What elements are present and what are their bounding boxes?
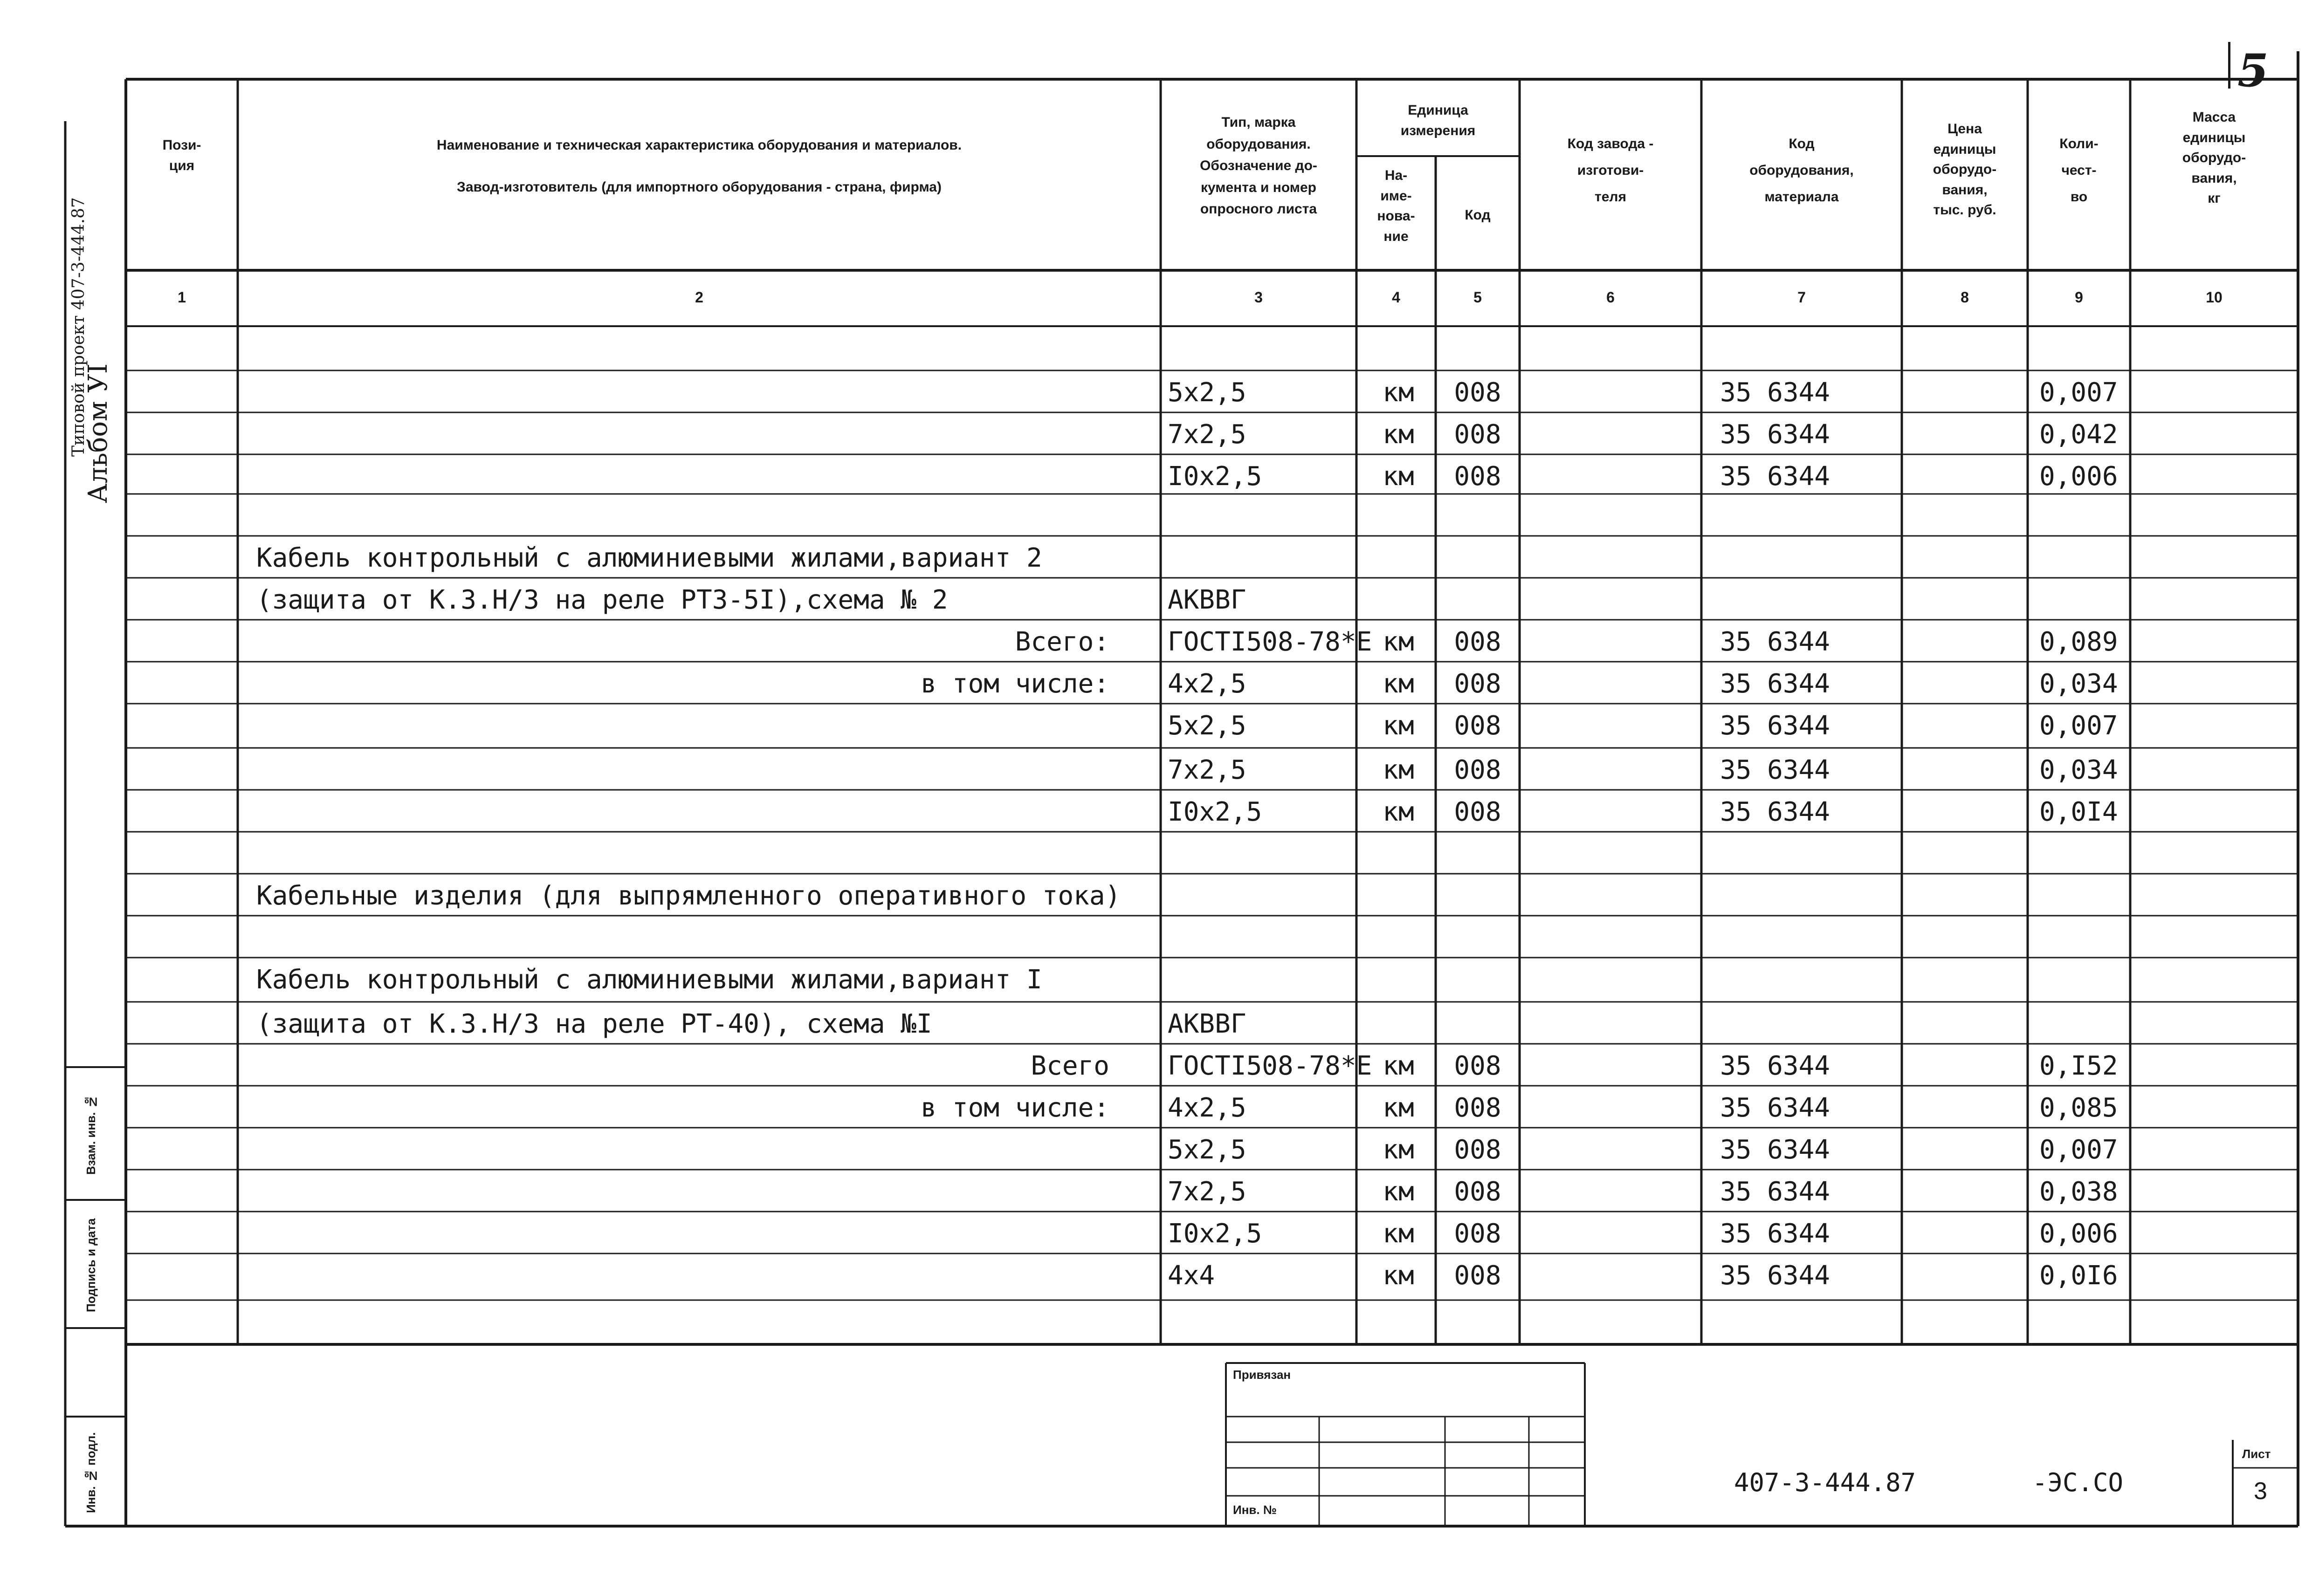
row-quantity: 0,034 bbox=[2039, 669, 2118, 699]
row-quantity: 0,0I6 bbox=[2039, 1260, 2118, 1291]
header-quantity: Коли- чест- во bbox=[2059, 136, 2099, 205]
row-type: 5x2,5 bbox=[1168, 377, 1246, 408]
row-equipment-code: 35 6344 bbox=[1720, 1093, 1830, 1123]
row-unit-code: 008 bbox=[1454, 1093, 1501, 1123]
sheet-number: 5 bbox=[2237, 44, 2269, 97]
row-equipment-code: 35 6344 bbox=[1720, 1260, 1830, 1291]
row-equipment-code: 35 6344 bbox=[1720, 627, 1830, 657]
title-privyazan: Привязан bbox=[1233, 1368, 1291, 1382]
header-price: Цена единицы оборудо- вания, тыс. руб. bbox=[1933, 121, 1997, 218]
row-unit: км bbox=[1383, 1051, 1414, 1081]
col-number-7: 7 bbox=[1797, 289, 1806, 306]
title-inv-no: Инв. № bbox=[1233, 1503, 1277, 1517]
sheet-label: Лист bbox=[2242, 1447, 2271, 1461]
row-quantity: 0,007 bbox=[2039, 1135, 2118, 1165]
row-unit: км bbox=[1383, 755, 1414, 785]
row-unit: км bbox=[1383, 627, 1414, 657]
row-type: I0x2,5 bbox=[1168, 461, 1262, 492]
row-name: Всего bbox=[1031, 1051, 1109, 1081]
row-quantity: 0,006 bbox=[2039, 461, 2118, 492]
row-type: 5x2,5 bbox=[1168, 711, 1246, 741]
header-equipment-code: Код оборудования, материала bbox=[1749, 136, 1854, 205]
row-unit-code: 008 bbox=[1454, 711, 1501, 741]
doc-code: 407-3-444.87 bbox=[1734, 1468, 1916, 1497]
row-unit-code: 008 bbox=[1454, 669, 1501, 699]
col-number-2: 2 bbox=[695, 289, 703, 306]
header-position: Пози- ция bbox=[162, 137, 201, 173]
sheet-value: 3 bbox=[2254, 1478, 2267, 1505]
row-name: Кабельные изделия (для выпрямленного оперативного тока) bbox=[256, 881, 1121, 911]
row-name: Кабель контрольный с алюминиевыми жилами,вариант 2 bbox=[256, 543, 1042, 573]
header-unit-name: На- име- нова- ние bbox=[1377, 168, 1415, 244]
row-quantity: 0,038 bbox=[2039, 1177, 2118, 1207]
project-label: Типовой проект 407-3-444.87 bbox=[69, 197, 88, 457]
row-type: 5x2,5 bbox=[1168, 1135, 1246, 1165]
row-equipment-code: 35 6344 bbox=[1720, 377, 1830, 408]
col-number-10: 10 bbox=[2206, 289, 2223, 306]
row-unit: км bbox=[1383, 1093, 1414, 1123]
row-type: I0x2,5 bbox=[1168, 1219, 1262, 1249]
col-number-4: 4 bbox=[1392, 289, 1400, 306]
row-unit-code: 008 bbox=[1454, 1177, 1501, 1207]
row-name: в том числе: bbox=[921, 669, 1109, 699]
row-unit: км bbox=[1383, 1260, 1414, 1291]
header-mass: Масса единицы оборудо- вания, кг bbox=[2182, 110, 2246, 206]
row-quantity: 0,007 bbox=[2039, 377, 2118, 408]
row-unit: км bbox=[1383, 1135, 1414, 1165]
row-equipment-code: 35 6344 bbox=[1720, 461, 1830, 492]
row-quantity: 0,I52 bbox=[2039, 1051, 2118, 1081]
row-type: ГОСТI508-78*Е bbox=[1168, 1051, 1372, 1081]
row-quantity: 0,0I4 bbox=[2039, 797, 2118, 827]
row-unit-code: 008 bbox=[1454, 1051, 1501, 1081]
row-unit: км bbox=[1383, 1219, 1414, 1249]
col-number-3: 3 bbox=[1254, 289, 1263, 306]
row-equipment-code: 35 6344 bbox=[1720, 711, 1830, 741]
header-plant-code: Код завода - изготови- теля bbox=[1567, 136, 1654, 205]
row-name: (защита от К.З.Н/З на реле РТ-40), схема №I bbox=[256, 1009, 932, 1039]
header-name-line1: Наименование и техническая характеристика оборудования и материалов. bbox=[436, 137, 962, 153]
header-name-line2: Завод-изготовитель (для импортного оборудования - страна, фирма) bbox=[457, 179, 942, 195]
row-unit: км bbox=[1383, 797, 1414, 827]
stamp-field-inv: Инв. № подл. bbox=[84, 1432, 98, 1513]
album-label: Альбом УI bbox=[83, 363, 113, 503]
row-unit-code: 008 bbox=[1454, 461, 1501, 492]
row-type: АКВВГ bbox=[1168, 585, 1246, 615]
header-unit-code: Код bbox=[1465, 207, 1491, 223]
row-unit: км bbox=[1383, 461, 1414, 492]
row-type: 4x2,5 bbox=[1168, 1093, 1246, 1123]
row-unit-code: 008 bbox=[1454, 755, 1501, 785]
row-type: 4x4 bbox=[1168, 1260, 1215, 1291]
row-unit-code: 008 bbox=[1454, 1219, 1501, 1249]
col-number-5: 5 bbox=[1473, 289, 1482, 306]
row-name: (защита от К.З.Н/З на реле РТЗ-5I),схема № 2 bbox=[256, 585, 948, 615]
row-unit-code: 008 bbox=[1454, 797, 1501, 827]
doc-suffix: -ЭС.СО bbox=[2032, 1468, 2124, 1497]
col-number-9: 9 bbox=[2075, 289, 2083, 306]
col-number-6: 6 bbox=[1606, 289, 1615, 306]
row-equipment-code: 35 6344 bbox=[1720, 755, 1830, 785]
row-quantity: 0,007 bbox=[2039, 711, 2118, 741]
row-equipment-code: 35 6344 bbox=[1720, 1219, 1830, 1249]
row-type: ГОСТI508-78*Е bbox=[1168, 627, 1372, 657]
row-type: 7x2,5 bbox=[1168, 1177, 1246, 1207]
row-unit-code: 008 bbox=[1454, 419, 1501, 450]
row-quantity: 0,085 bbox=[2039, 1093, 2118, 1123]
row-unit-code: 008 bbox=[1454, 377, 1501, 408]
row-unit: км bbox=[1383, 377, 1414, 408]
row-quantity: 0,042 bbox=[2039, 419, 2118, 450]
col-number-8: 8 bbox=[1961, 289, 1969, 306]
row-equipment-code: 35 6344 bbox=[1720, 1177, 1830, 1207]
row-equipment-code: 35 6344 bbox=[1720, 1051, 1830, 1081]
row-type: 4x2,5 bbox=[1168, 669, 1246, 699]
row-equipment-code: 35 6344 bbox=[1720, 419, 1830, 450]
row-quantity: 0,034 bbox=[2039, 755, 2118, 785]
row-unit-code: 008 bbox=[1454, 1135, 1501, 1165]
row-equipment-code: 35 6344 bbox=[1720, 797, 1830, 827]
row-unit-code: 008 bbox=[1454, 627, 1501, 657]
row-equipment-code: 35 6344 bbox=[1720, 1135, 1830, 1165]
row-quantity: 0,006 bbox=[2039, 1219, 2118, 1249]
row-name: Всего: bbox=[1015, 627, 1109, 657]
col-number-1: 1 bbox=[178, 289, 186, 306]
row-quantity: 0,089 bbox=[2039, 627, 2118, 657]
stamp-field-replace: Взам. инв. № bbox=[84, 1095, 98, 1175]
row-unit: км bbox=[1383, 419, 1414, 450]
stamp-field-sign: Подпись и дата bbox=[84, 1218, 98, 1312]
row-equipment-code: 35 6344 bbox=[1720, 669, 1830, 699]
row-unit: км bbox=[1383, 1177, 1414, 1207]
row-type: 7x2,5 bbox=[1168, 755, 1246, 785]
row-type: I0x2,5 bbox=[1168, 797, 1262, 827]
row-name: Кабель контрольный с алюминиевыми жилами,вариант I bbox=[256, 965, 1042, 995]
row-name: в том числе: bbox=[921, 1093, 1109, 1123]
row-unit: км bbox=[1383, 711, 1414, 741]
header-unit-group: Единица измерения bbox=[1400, 103, 1476, 138]
row-type: АКВВГ bbox=[1168, 1009, 1246, 1039]
header-type: Тип, марка оборудования. Обозначение до- кумента и номер опросного листа bbox=[1200, 115, 1317, 217]
row-unit-code: 008 bbox=[1454, 1260, 1501, 1291]
row-unit: км bbox=[1383, 669, 1414, 699]
row-type: 7x2,5 bbox=[1168, 419, 1246, 450]
